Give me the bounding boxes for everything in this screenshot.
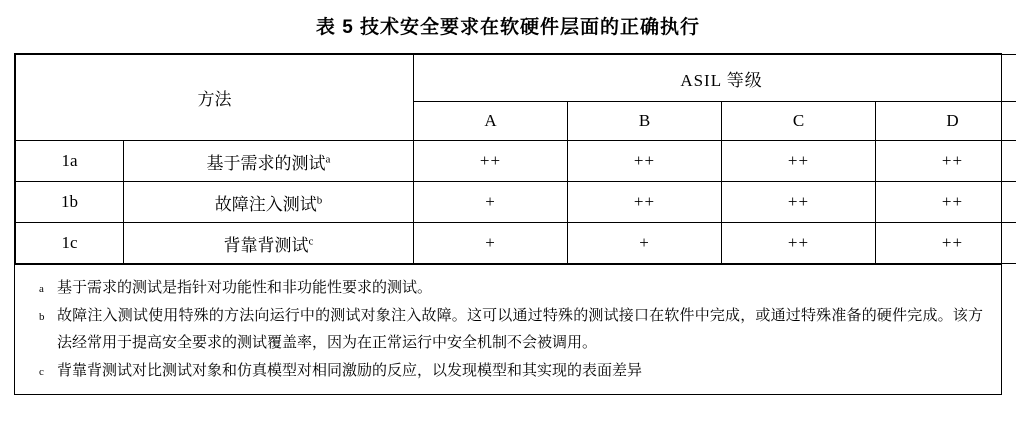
header-grade-c: C [722,102,876,141]
row-number: 1a [16,141,124,182]
table-footnotes [15,264,1001,394]
requirements-table [15,54,1016,264]
table-row [16,223,1016,264]
row-method-text: 背靠背测试 [223,235,309,255]
footnote-text: 基于需求的测试是指针对功能性和非功能性要求的测试。 [57,280,433,296]
table-container [14,53,1002,395]
row-value-a: ++ [414,141,568,182]
row-method-footnote-mark: c [308,234,314,247]
row-value-a: + [414,223,568,264]
table-row [16,182,1016,223]
footnote-item [33,358,983,384]
row-method-footnote-mark: a [325,152,331,165]
header-asil: ASIL 等级 [414,55,1016,102]
row-value-b: ++ [568,141,722,182]
row-method [124,223,414,264]
header-grade-a: A [414,102,568,141]
page-title: 表 5 技术安全要求在软硬件层面的正确执行 [315,17,701,38]
footnote-item [33,275,983,301]
row-value-d: ++ [876,182,1016,223]
footnote-mark: b [39,311,45,324]
row-value-b: + [568,223,722,264]
row-method-text: 基于需求的测试 [206,153,326,173]
row-value-d: ++ [876,141,1016,182]
footnote-mark: a [39,283,44,295]
header-grade-d: D [876,102,1016,141]
row-value-c: ++ [722,223,876,264]
table-row [16,141,1016,182]
row-value-c: ++ [722,182,876,223]
row-value-d: ++ [876,223,1016,264]
row-number: 1b [16,182,124,223]
row-value-b: ++ [568,182,722,223]
footnote-text: 故障注入测试使用特殊的方法向运行中的测试对象注入故障。这可以通过特殊的测试接口在软件中完成，或通过特殊准备的硬件完成。该方法经常用于提高安全要求的测试覆盖率，因为在正常运行中安全机制不会被调用。 [57,308,983,351]
header-method: 方法 [16,55,414,141]
row-method-footnote-mark: b [316,193,323,206]
table-header-row-1 [16,55,1016,102]
footnote-item [33,303,983,356]
row-value-c: ++ [722,141,876,182]
footnote-mark: c [39,365,44,378]
row-method-text: 故障注入测试 [214,194,317,214]
footnote-text: 背靠背测试对比测试对象和仿真模型对相同激励的反应，以发现模型和其实现的表面差异 [57,362,643,379]
row-value-a: + [414,182,568,223]
row-method [124,141,414,182]
header-grade-b: B [568,102,722,141]
row-number: 1c [16,223,124,264]
row-method [124,182,414,223]
